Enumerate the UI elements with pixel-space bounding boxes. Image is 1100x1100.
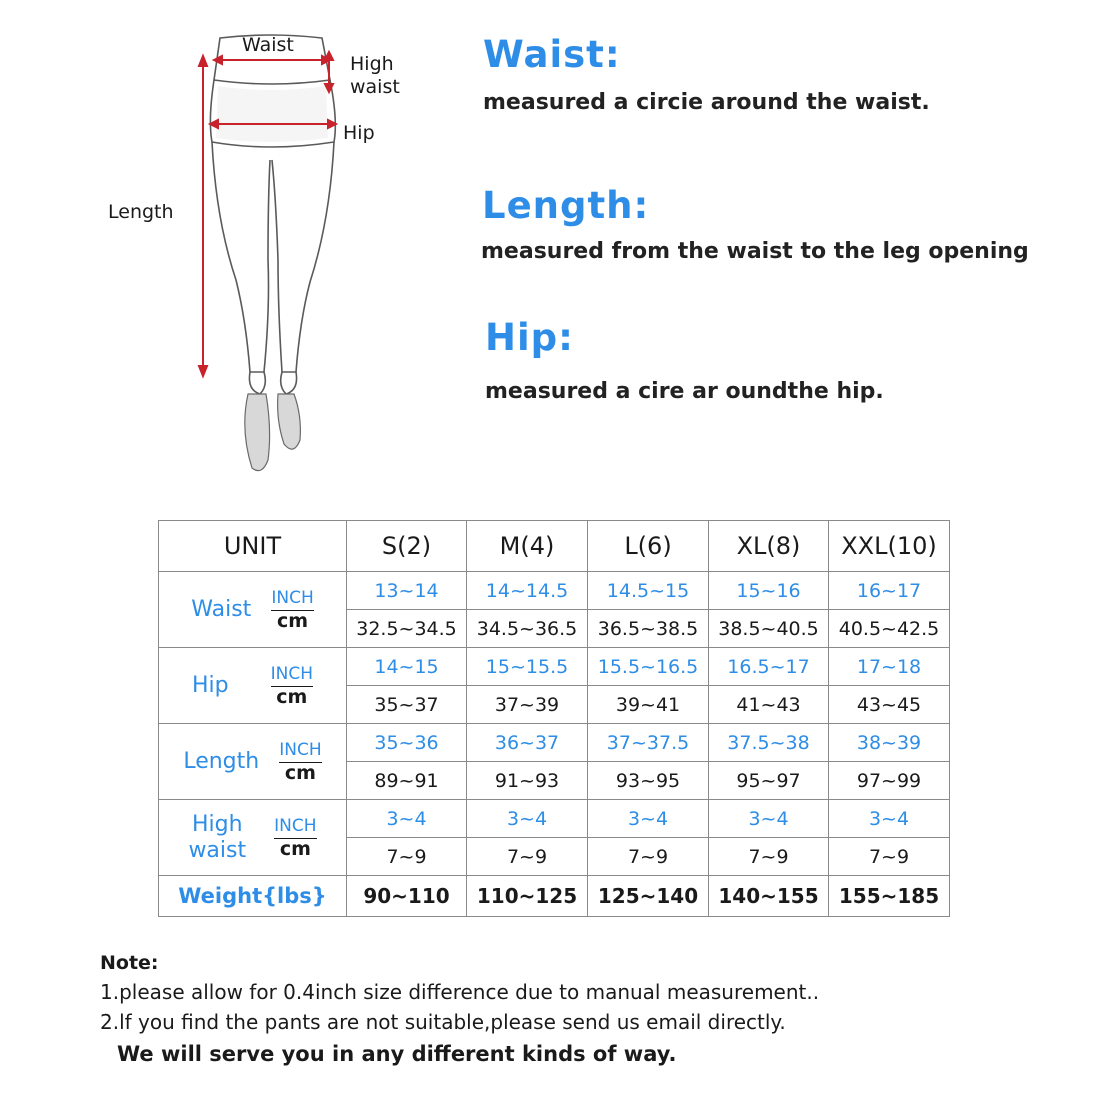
figure-waist-label: Waist: [242, 34, 294, 56]
figure-hip-label: Hip: [343, 122, 375, 144]
table-cell: 17~18: [829, 648, 950, 686]
table-cell: 32.5~34.5: [347, 610, 467, 648]
waist-description: measured a circie around the waist.: [483, 90, 930, 115]
table-cell: 3~4: [467, 800, 588, 838]
table-cell: 3~4: [829, 800, 950, 838]
table-cell: 7~9: [588, 838, 709, 876]
table-cell: 15~16: [709, 572, 829, 610]
high-waist-inch-row: [159, 800, 950, 838]
size-header-cell: L(6): [588, 521, 709, 572]
table-cell: 93~95: [588, 762, 709, 800]
notes-heading: Note:: [100, 952, 159, 974]
row-label-text: Length: [183, 748, 260, 774]
unit-stack: [271, 588, 313, 632]
table-cell: 37~37.5: [588, 724, 709, 762]
hip-row-label: [159, 648, 347, 724]
length-inch-row: [159, 724, 950, 762]
cm-unit-label: cm: [279, 837, 311, 860]
table-cell: 38.5~40.5: [709, 610, 829, 648]
table-cell: 39~41: [588, 686, 709, 724]
right-leg-shape: [272, 142, 334, 372]
weight-row: [159, 876, 950, 917]
row-label-text: Waist: [191, 596, 252, 622]
unit-stack: [274, 816, 316, 860]
table-cell: 3~4: [709, 800, 829, 838]
high-waist-row-label: [159, 800, 347, 876]
table-cell: 15~15.5: [467, 648, 588, 686]
table-cell: 3~4: [347, 800, 467, 838]
table-cell: 89~91: [347, 762, 467, 800]
size-header-cell: S(2): [347, 521, 467, 572]
sneakers: [245, 394, 301, 471]
table-cell: 40.5~42.5: [829, 610, 950, 648]
table-cell: 13~14: [347, 572, 467, 610]
table-cell: 34.5~36.5: [467, 610, 588, 648]
table-cell: 35~36: [347, 724, 467, 762]
table-cell: 125~140: [588, 876, 709, 917]
table-cell: 38~39: [829, 724, 950, 762]
table-cell: 7~9: [467, 838, 588, 876]
table-cell: 3~4: [588, 800, 709, 838]
table-cell: 35~37: [347, 686, 467, 724]
table-cell: 15.5~16.5: [588, 648, 709, 686]
table-cell: 37.5~38: [709, 724, 829, 762]
table-cell: 97~99: [829, 762, 950, 800]
figure-high-waist-line1: High: [350, 53, 394, 75]
table-cell: 90~110: [347, 876, 467, 917]
table-cell: 37~39: [467, 686, 588, 724]
size-chart-table: [158, 520, 950, 917]
inch-unit-label: INCH: [271, 664, 313, 687]
length-description: measured from the waist to the leg opening: [481, 239, 1029, 264]
size-header-cell: XL(8): [709, 521, 829, 572]
table-cell: 16~17: [829, 572, 950, 610]
table-cell: 7~9: [347, 838, 467, 876]
hip-heading: Hip:: [485, 316, 574, 359]
table-cell: 155~185: [829, 876, 950, 917]
cm-unit-label: cm: [284, 761, 316, 784]
notes-section: [100, 952, 819, 1066]
table-cell: 95~97: [709, 762, 829, 800]
cm-unit-label: cm: [277, 609, 309, 632]
waist-inch-row: [159, 572, 950, 610]
hip-description: measured a cire ar oundthe hip.: [485, 379, 884, 404]
left-leg-shape: [212, 142, 270, 372]
weight-row-label: Weight{lbs}: [159, 876, 347, 917]
size-header-cell: M(4): [467, 521, 588, 572]
size-header-row: [159, 521, 950, 572]
table-cell: 16.5~17: [709, 648, 829, 686]
length-row-label: [159, 724, 347, 800]
note-line-1: 1.please allow for 0.4inch size difference due to manual measurement..: [100, 980, 820, 1004]
table-cell: 14~15: [347, 648, 467, 686]
length-heading: Length:: [482, 184, 650, 227]
cm-unit-label: cm: [276, 685, 308, 708]
table-cell: 36~37: [467, 724, 588, 762]
row-label-text: [188, 812, 246, 864]
leggings-measurement-figure: [100, 20, 420, 490]
row-label-text: Hip: [191, 672, 229, 698]
figure-high-waist-line2: waist: [350, 76, 400, 98]
note-line-3: We will serve you in any different kinds of way.: [117, 1042, 677, 1066]
inch-unit-label: INCH: [279, 740, 321, 763]
table-cell: 14.5~15: [588, 572, 709, 610]
table-cell: 140~155: [709, 876, 829, 917]
table-cell: 7~9: [829, 838, 950, 876]
figure-length-label: Length: [108, 201, 174, 223]
waist-heading: Waist:: [483, 33, 621, 76]
table-cell: 7~9: [709, 838, 829, 876]
size-header-cell: XXL(10): [829, 521, 950, 572]
row-label-line2: waist: [188, 837, 247, 863]
inch-unit-label: INCH: [271, 588, 313, 611]
table-cell: 14~14.5: [467, 572, 588, 610]
row-label-line1: High: [191, 811, 243, 837]
inch-unit-label: INCH: [274, 816, 316, 839]
table-cell: 36.5~38.5: [588, 610, 709, 648]
note-line-2: 2.lf you find the pants are not suitable,please send us email directly.: [100, 1010, 786, 1034]
table-cell: 43~45: [829, 686, 950, 724]
waist-row-label: [159, 572, 347, 648]
table-cell: 41~43: [709, 686, 829, 724]
unit-stack: [271, 664, 313, 708]
table-cell: 110~125: [467, 876, 588, 917]
unit-stack: [279, 740, 321, 784]
unit-header-cell: UNIT: [159, 521, 347, 572]
hip-inch-row: [159, 648, 950, 686]
table-cell: 91~93: [467, 762, 588, 800]
figure-high-waist-label: [350, 53, 400, 99]
